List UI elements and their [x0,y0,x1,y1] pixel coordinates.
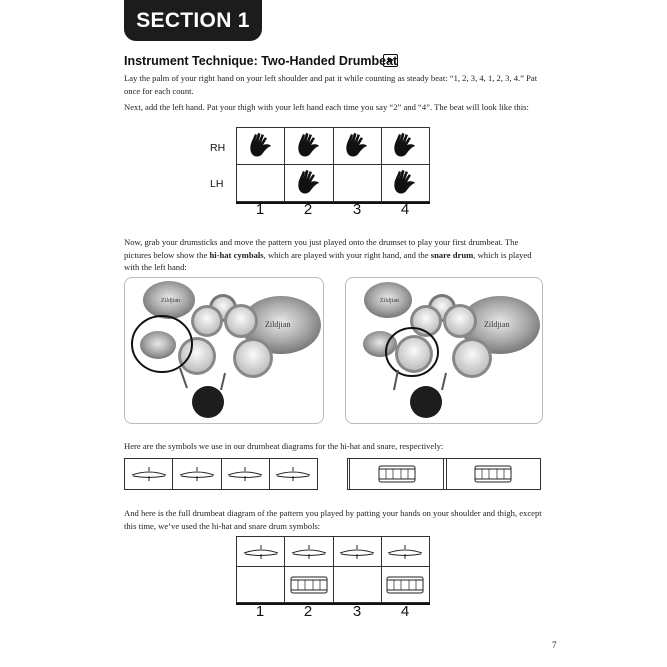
term-hi-hat: hi-hat cymbals [209,249,264,260]
paragraph-4: Here are the symbols we use in our drumbeat diagrams for the hi-hat and snare, respectively: [124,441,444,451]
lh-cell-2 [285,165,333,202]
count-label: 4 [400,603,410,620]
hand-icon [237,128,284,164]
row-label-lh: LH [210,178,224,190]
row-label-rh: RH [210,142,226,154]
rh-cell-4 [381,128,429,165]
snare-cell [381,567,429,603]
hihat-symbol-strip [124,458,318,490]
text: , which is played with the left hand: [124,249,532,272]
hand-icon [285,128,332,164]
drumbeat-diagram [236,536,430,603]
snare-drum-icon [350,459,443,489]
paragraph-3 [124,236,542,274]
snare-symbol-strip [347,458,541,490]
drumset-illustration [346,278,542,423]
paragraph-1: Lay the palm of your right hand on your left shoulder and pat it while counting as steady beat: “1, 2, 3, 4, 1, 2, 3, 4.” Pat once for each count. [124,73,538,96]
hand-icon [334,128,381,164]
count-label: 1 [255,201,265,218]
count-label: 3 [352,201,362,218]
section-tab [124,0,262,41]
cymbal-brand: Zildjian [265,320,291,329]
hihat-cell [381,537,429,567]
hihat-cell [125,459,173,490]
snare-drum-icon [382,567,429,602]
hand-pattern-grid [236,127,430,202]
snare-cell [350,459,444,490]
paragraph-5: And here is the full drumbeat diagram of the pattern you played by patting your hands on your shoulder and thigh, except this time, we’ve used the hi-hat and snare drum symbols: [124,508,542,531]
rh-cell-1 [237,128,285,165]
snare-cell [333,567,381,603]
snare-cell [237,567,285,603]
lh-cell-4 [381,165,429,202]
cymbal-brand: Zildjian [484,320,510,329]
term-snare: snare drum [430,249,474,260]
hand-icon [382,165,429,201]
snare-drum-icon [285,567,332,602]
section-label: SECTION 1 [136,9,250,32]
hihat-cell [221,459,269,490]
page-number: 7 [552,640,557,650]
rh-cell-2 [285,128,333,165]
snare-cell [446,459,540,490]
hihat-cell [285,537,333,567]
hihat-cell [173,459,221,490]
hi-hat-icon [125,459,172,489]
text: Now, grab your drumsticks and move the pattern you just played onto the drumset to play your first drumbeat. The pictures below show the [124,237,519,260]
count-label: 2 [303,603,313,620]
lh-cell-1 [237,165,285,202]
drumset-photo-hihat [124,277,324,424]
hihat-cell [269,459,317,490]
drumset-photo-snare [345,277,543,424]
paragraph-2: Next, add the left hand. Pat your thigh with your left hand each time you say “2” and “4”. The beat will look like this: [124,102,529,112]
count-label: 1 [255,603,265,620]
page-heading: Instrument Technique: Two-Handed Drumbeat [124,54,398,68]
hi-hat-icon [237,537,284,566]
cymbal-brand: Zildjian [161,298,180,304]
rh-cell-3 [333,128,381,165]
count-label: 3 [352,603,362,620]
hi-hat-icon [222,459,269,489]
hand-icon [382,128,429,164]
count-label: 4 [400,201,410,218]
text: , which are played with your right hand, and the [263,249,431,260]
snare-cell [285,567,333,603]
drumset-illustration [125,278,323,423]
lh-cell-3 [333,165,381,202]
hi-hat-icon [334,537,381,566]
count-label: 2 [303,201,313,218]
hand-icon [285,165,332,201]
hihat-cell [333,537,381,567]
hi-hat-icon [270,459,317,489]
hihat-cell [237,537,285,567]
hi-hat-icon [173,459,220,489]
hi-hat-icon [285,537,332,566]
cymbal-brand: Zildjian [380,298,399,304]
hi-hat-icon [382,537,429,566]
play-video-icon[interactable] [383,54,398,67]
snare-drum-icon [447,459,540,489]
